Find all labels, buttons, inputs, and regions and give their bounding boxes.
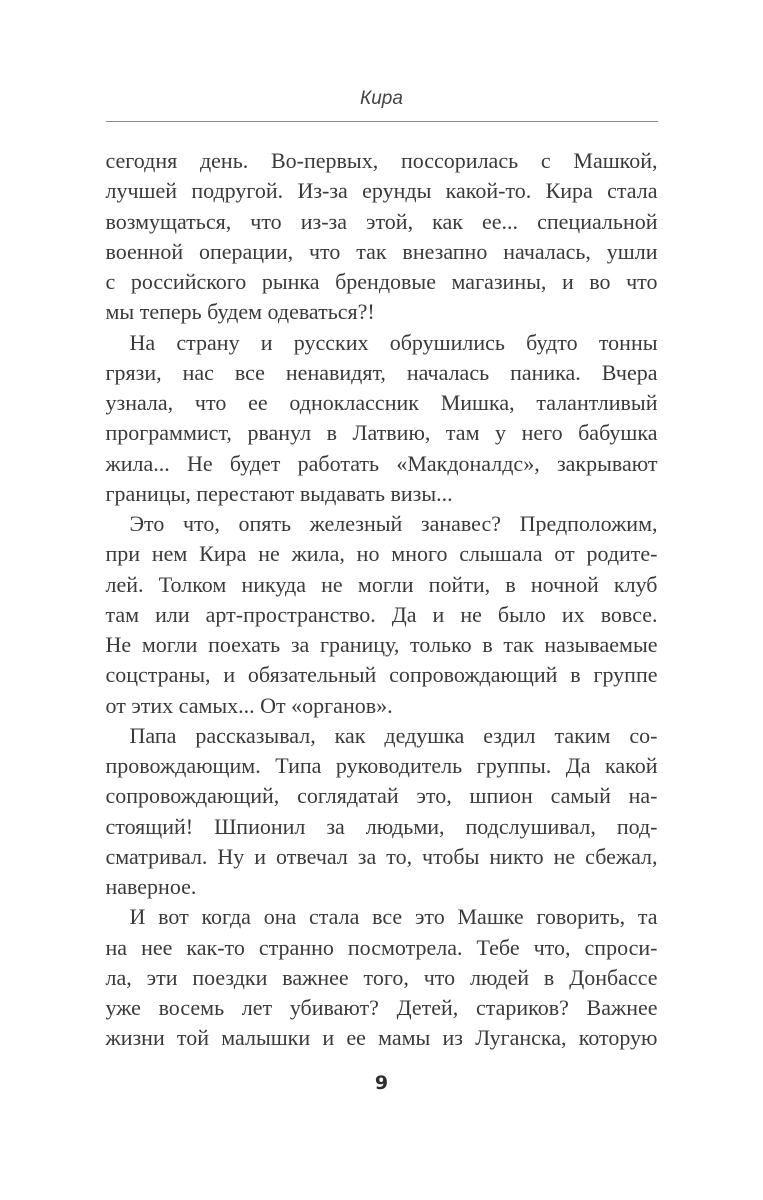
text-line: сегодня день. Во-первых, поссорилась с Машкой, — [105, 148, 658, 173]
text-line: стоящий! Шпионил за людьми, подслушивал, под- — [105, 813, 658, 839]
text-line: уже восемь лет убивают? Детей, стариков? Важнее — [105, 995, 658, 1020]
text-line: жизни той малышки и ее мамы из Луганска, которую — [105, 1025, 658, 1051]
text-line: наверное. — [105, 874, 197, 899]
page-number — [106, 1072, 658, 1094]
text-line: сматривал. Ну и отвечал за то, чтобы никто не сбежал, — [105, 843, 658, 869]
paragraph — [106, 509, 658, 721]
text-line: возмущаться, что из-за этой, как ее... специальной — [105, 208, 658, 234]
text-line: И вот когда она стала все это Машке говорить, та — [129, 904, 658, 930]
text-line: с российского рынка брендовые магазины, и во что — [105, 269, 658, 294]
text-line: Это что, опять железный занавес? Предположим, — [129, 511, 658, 536]
text-line: жила... Не будет работать «Макдоналдс», закрывают — [105, 450, 658, 476]
running-header — [106, 88, 658, 122]
text-line: На страну и русских обрушились будто тонны — [129, 329, 658, 355]
text-line: программист, рванул в Латвию, там у него бабушка — [105, 420, 658, 446]
paragraph — [106, 902, 658, 1053]
text-line: грязи, нас все ненавидят, началась паника. Вчера — [105, 359, 658, 385]
text-line: узнала, что ее одноклассник Мишка, талантливый — [105, 390, 658, 415]
text-line: военной операции, что так внезапно началась, ушли — [105, 238, 658, 264]
paragraph — [106, 328, 658, 510]
text-line: соцстраны, и обязательный сопровождающий в группе — [105, 662, 658, 688]
text-line: на нее как-то странно посмотрела. Тебе что, спроси- — [105, 934, 658, 960]
text-line: лучшей подругой. Из-за ерунды какой-то. Кира стала — [105, 178, 658, 204]
text-line: лей. Толком никуда не могли пойти, в ночной клуб — [105, 571, 658, 597]
text-line: Не могли поехать за границу, только в так называемые — [105, 632, 658, 657]
text-line: ла, эти поездки важнее того, что людей в Донбассе — [105, 964, 658, 990]
running-header-title: Кира — [360, 88, 403, 109]
text-line: сопровождающий, соглядатай это, шпион самый на- — [105, 783, 658, 809]
text-line: Папа рассказывал, как дедушка ездил таким со- — [129, 722, 658, 748]
text-line: при нем Кира не жила, но много слышала от родите- — [105, 541, 658, 567]
text-line: от этих самых... От «органов». — [105, 692, 393, 718]
text-body — [106, 146, 658, 1054]
paragraph — [106, 146, 658, 328]
text-column — [106, 88, 658, 1094]
paragraph — [106, 721, 658, 903]
text-line: границы, перестают выдавать визы... — [105, 480, 453, 506]
page-number-value: 9 — [374, 1071, 389, 1094]
text-line: там или арт-пространство. Да и не было их вовсе. — [105, 601, 658, 627]
text-line: мы теперь будем одеваться?! — [105, 299, 375, 325]
text-line: провождающим. Типа руководитель группы. Да какой — [105, 753, 658, 778]
